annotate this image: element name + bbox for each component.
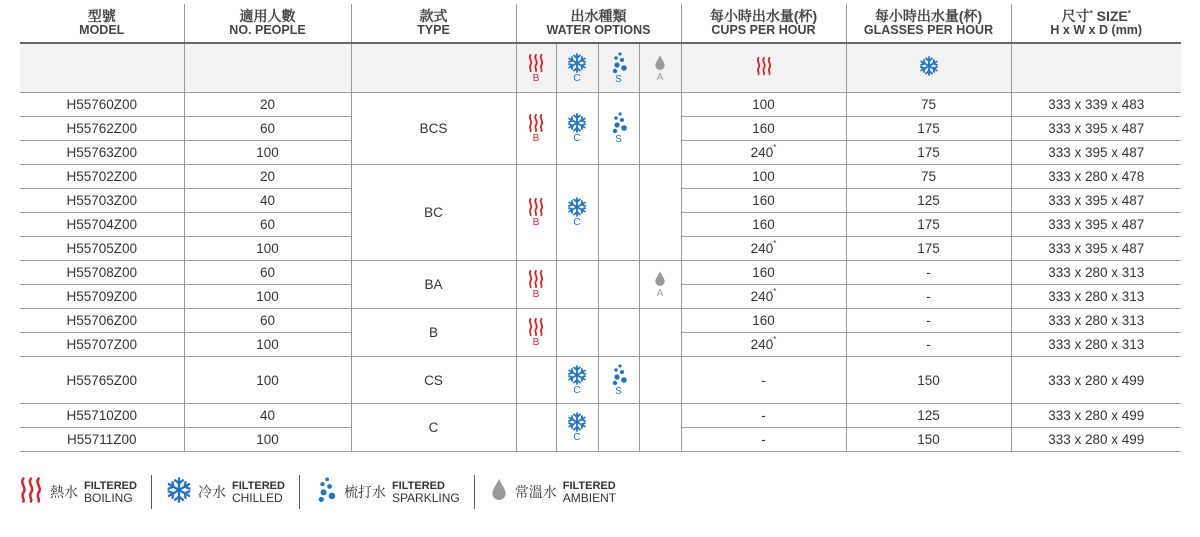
size-cell: 333 x 280 x 313 bbox=[1011, 309, 1181, 333]
boiling-heat-icon: B bbox=[527, 317, 545, 348]
option-ambient-cell bbox=[639, 357, 681, 404]
option-ambient-cell bbox=[639, 93, 681, 165]
cups-cell: - bbox=[681, 428, 846, 452]
legend-cell-glasses bbox=[846, 43, 1011, 93]
legend-divider bbox=[474, 475, 475, 509]
model-cell: H55760Z00 bbox=[20, 93, 184, 117]
cups-cell: 100 bbox=[681, 93, 846, 117]
option-chilled-cell bbox=[556, 165, 598, 261]
size-cell: 333 x 280 x 313 bbox=[1011, 333, 1181, 357]
icon-legend-row bbox=[20, 43, 1181, 93]
cups-cell: 160 bbox=[681, 117, 846, 141]
type-cell: B bbox=[351, 309, 516, 357]
table-row bbox=[20, 309, 1181, 333]
type-cell: CS bbox=[351, 357, 516, 404]
boiling-heat-icon: B bbox=[527, 269, 545, 300]
snowflake-icon: C bbox=[567, 113, 587, 144]
option-chilled-cell bbox=[556, 309, 598, 357]
droplet-icon: A bbox=[653, 270, 667, 299]
people-cell: 40 bbox=[184, 404, 351, 428]
legend-cell-ambient bbox=[639, 43, 681, 93]
snowflake-icon: C bbox=[567, 53, 587, 84]
header-type: 款式 TYPE bbox=[351, 4, 516, 43]
cups-cell: - bbox=[681, 404, 846, 428]
header-model: 型號 MODEL bbox=[20, 4, 184, 43]
legend-cell-empty bbox=[20, 43, 184, 93]
size-cell: 333 x 395 x 487 bbox=[1011, 141, 1181, 165]
glasses-cell: - bbox=[846, 261, 1011, 285]
type-cell: BA bbox=[351, 261, 516, 309]
bubbles-icon: S bbox=[609, 112, 629, 145]
legend-cell-boiling bbox=[516, 43, 556, 93]
legend-cell-empty bbox=[351, 43, 516, 93]
people-cell: 100 bbox=[184, 357, 351, 404]
glasses-cell: 175 bbox=[846, 213, 1011, 237]
boiling-heat-icon: B bbox=[527, 113, 545, 144]
table-row bbox=[20, 165, 1181, 189]
model-cell: H55705Z00 bbox=[20, 237, 184, 261]
header-glasses: 每小時出水量(杯) GLASSES PER HOUR bbox=[846, 4, 1011, 43]
size-cell: 333 x 395 x 487 bbox=[1011, 213, 1181, 237]
boiling-heat-icon bbox=[18, 476, 44, 509]
table-row bbox=[20, 261, 1181, 285]
size-cell: 333 x 339 x 483 bbox=[1011, 93, 1181, 117]
glasses-cell: 150 bbox=[846, 428, 1011, 452]
header-size: 尺寸* SIZE* H x W x D (mm) bbox=[1011, 4, 1181, 43]
model-cell: H55706Z00 bbox=[20, 309, 184, 333]
legend-ambient: 常溫水 FILTERED AMBIENT bbox=[489, 477, 616, 508]
model-cell: H55708Z00 bbox=[20, 261, 184, 285]
cups-cell: 240* bbox=[681, 285, 846, 309]
people-cell: 40 bbox=[184, 189, 351, 213]
cups-cell: 100 bbox=[681, 165, 846, 189]
type-cell: C bbox=[351, 404, 516, 452]
option-sparkling-cell bbox=[598, 404, 639, 452]
size-cell: 333 x 280 x 478 bbox=[1011, 165, 1181, 189]
model-cell: H55763Z00 bbox=[20, 141, 184, 165]
header-people: 適用人數 NO. PEOPLE bbox=[184, 4, 351, 43]
spec-table bbox=[20, 4, 1181, 452]
option-ambient-cell bbox=[639, 404, 681, 452]
glasses-cell: 150 bbox=[846, 357, 1011, 404]
bubbles-icon: S bbox=[609, 364, 629, 397]
table-row bbox=[20, 357, 1181, 404]
people-cell: 60 bbox=[184, 261, 351, 285]
option-boiling-cell bbox=[516, 165, 556, 261]
boiling-heat-icon: B bbox=[527, 197, 545, 228]
option-chilled-cell bbox=[556, 404, 598, 452]
droplet-icon: A bbox=[653, 54, 667, 83]
size-cell: 333 x 280 x 313 bbox=[1011, 285, 1181, 309]
people-cell: 100 bbox=[184, 285, 351, 309]
option-sparkling-cell bbox=[598, 93, 639, 165]
people-cell: 60 bbox=[184, 213, 351, 237]
model-cell: H55710Z00 bbox=[20, 404, 184, 428]
snowflake-icon: C bbox=[567, 365, 587, 396]
glasses-cell: 75 bbox=[846, 165, 1011, 189]
glasses-cell: - bbox=[846, 309, 1011, 333]
option-ambient-cell bbox=[639, 165, 681, 261]
option-ambient-cell bbox=[639, 261, 681, 309]
snowflake-icon bbox=[166, 477, 192, 508]
model-cell: H55703Z00 bbox=[20, 189, 184, 213]
size-cell: 333 x 280 x 499 bbox=[1011, 404, 1181, 428]
legend-cell-empty bbox=[1011, 43, 1181, 93]
snowflake-icon: C bbox=[567, 412, 587, 443]
model-cell: H55707Z00 bbox=[20, 333, 184, 357]
model-cell: H55762Z00 bbox=[20, 117, 184, 141]
option-boiling-cell bbox=[516, 93, 556, 165]
table-row bbox=[20, 404, 1181, 428]
option-boiling-cell bbox=[516, 309, 556, 357]
option-chilled-cell bbox=[556, 93, 598, 165]
model-cell: H55709Z00 bbox=[20, 285, 184, 309]
type-cell: BCS bbox=[351, 93, 516, 165]
bubbles-icon: S bbox=[609, 52, 629, 85]
droplet-icon bbox=[489, 477, 509, 508]
legend-boiling: 熱水 FILTERED BOILING bbox=[18, 476, 137, 509]
cups-cell: 240* bbox=[681, 237, 846, 261]
legend-cell-sparkling bbox=[598, 43, 639, 93]
cups-cell: 160 bbox=[681, 309, 846, 333]
glasses-cell: 125 bbox=[846, 189, 1011, 213]
cups-cell: 160 bbox=[681, 213, 846, 237]
table-row bbox=[20, 93, 1181, 117]
size-cell: 333 x 395 x 487 bbox=[1011, 189, 1181, 213]
header-row bbox=[20, 4, 1181, 43]
legend-cell-chilled bbox=[556, 43, 598, 93]
option-ambient-cell bbox=[639, 309, 681, 357]
people-cell: 100 bbox=[184, 141, 351, 165]
cups-cell: 160 bbox=[681, 189, 846, 213]
glasses-cell: 175 bbox=[846, 237, 1011, 261]
legend-chilled: 冷水 FILTERED CHILLED bbox=[166, 477, 285, 508]
cups-cell: 240* bbox=[681, 333, 846, 357]
people-cell: 20 bbox=[184, 93, 351, 117]
water-legend bbox=[18, 474, 616, 510]
size-cell: 333 x 280 x 313 bbox=[1011, 261, 1181, 285]
cups-cell: - bbox=[681, 357, 846, 404]
header-water-options: 出水種類 WATER OPTIONS bbox=[516, 4, 681, 43]
cups-cell: 240* bbox=[681, 141, 846, 165]
people-cell: 100 bbox=[184, 333, 351, 357]
people-cell: 100 bbox=[184, 237, 351, 261]
legend-divider bbox=[299, 475, 300, 509]
glasses-cell: 175 bbox=[846, 141, 1011, 165]
glasses-cell: 125 bbox=[846, 404, 1011, 428]
legend-sparkling: 梳打水 FILTERED SPARKLING bbox=[314, 477, 460, 508]
legend-cell-empty bbox=[184, 43, 351, 93]
header-cups: 每小時出水量(杯) CUPS PER HOUR bbox=[681, 4, 846, 43]
glasses-cell: 75 bbox=[846, 93, 1011, 117]
model-cell: H55765Z00 bbox=[20, 357, 184, 404]
size-cell: 333 x 395 x 487 bbox=[1011, 237, 1181, 261]
legend-divider bbox=[151, 475, 152, 509]
model-cell: H55711Z00 bbox=[20, 428, 184, 452]
type-cell: BC bbox=[351, 165, 516, 261]
snowflake-icon bbox=[919, 56, 939, 76]
legend-cell-cups bbox=[681, 43, 846, 93]
snowflake-icon: C bbox=[567, 197, 587, 228]
people-cell: 60 bbox=[184, 117, 351, 141]
option-boiling-cell bbox=[516, 404, 556, 452]
option-chilled-cell bbox=[556, 357, 598, 404]
option-chilled-cell bbox=[556, 261, 598, 309]
model-cell: H55704Z00 bbox=[20, 213, 184, 237]
size-cell: 333 x 280 x 499 bbox=[1011, 428, 1181, 452]
size-cell: 333 x 280 x 499 bbox=[1011, 357, 1181, 404]
option-sparkling-cell bbox=[598, 165, 639, 261]
boiling-heat-icon: B bbox=[527, 53, 545, 84]
glasses-cell: - bbox=[846, 285, 1011, 309]
option-sparkling-cell bbox=[598, 309, 639, 357]
people-cell: 60 bbox=[184, 309, 351, 333]
people-cell: 20 bbox=[184, 165, 351, 189]
model-cell: H55702Z00 bbox=[20, 165, 184, 189]
bubbles-icon bbox=[314, 477, 338, 508]
glasses-cell: - bbox=[846, 333, 1011, 357]
option-boiling-cell bbox=[516, 357, 556, 404]
option-boiling-cell bbox=[516, 261, 556, 309]
people-cell: 100 bbox=[184, 428, 351, 452]
option-sparkling-cell bbox=[598, 261, 639, 309]
glasses-cell: 175 bbox=[846, 117, 1011, 141]
option-sparkling-cell bbox=[598, 357, 639, 404]
size-cell: 333 x 395 x 487 bbox=[1011, 117, 1181, 141]
cups-cell: 160 bbox=[681, 261, 846, 285]
boiling-heat-icon bbox=[755, 56, 773, 76]
